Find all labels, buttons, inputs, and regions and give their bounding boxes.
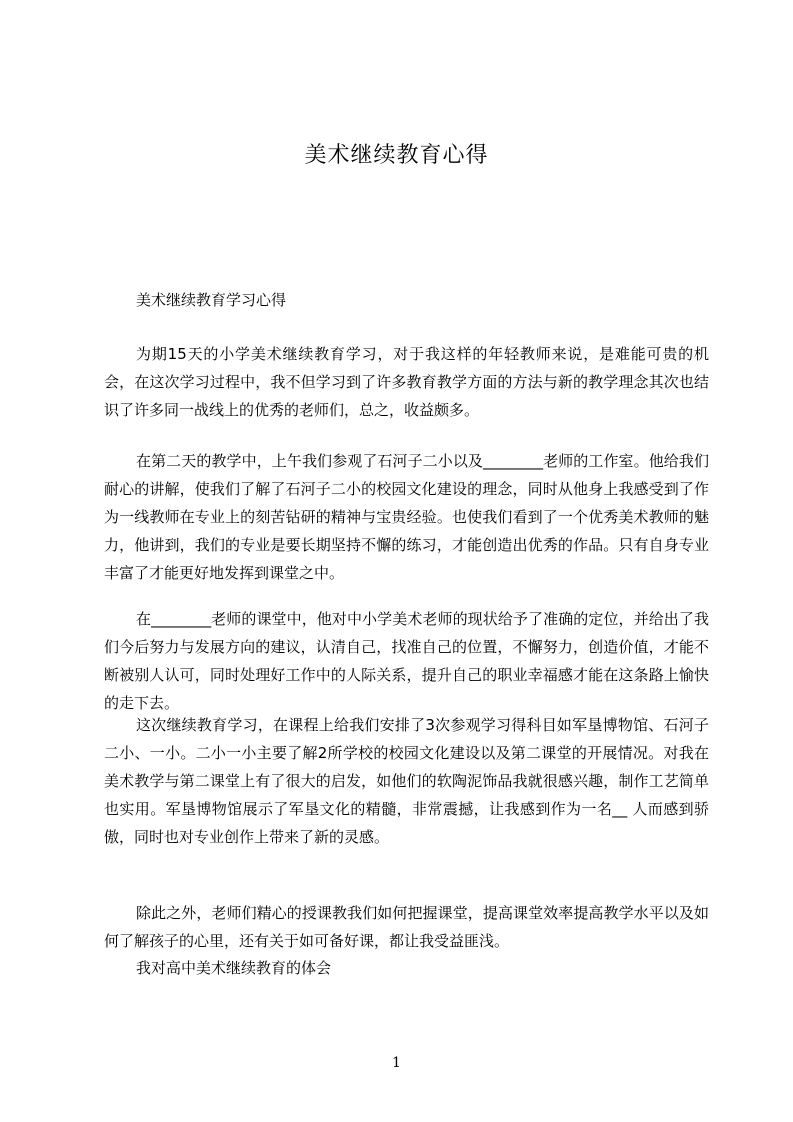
section-heading: 美术继续教育学习心得 (136, 291, 287, 309)
document-title: 美术继续教育心得 (304, 143, 489, 168)
paragraph-classroom: 在________老师的课堂中，他对中小学美术老师的现状给予了准确的定位，并给出了我们今后努力与发展方向的建议，认清自己，找准自己的位置，不懈努力，创造价值，才能不断被别人认可，同时处理好工作中的人际关系，提升自己的职业幸福感才能在这条路上愉快的走下去。 (104, 610, 709, 712)
page-number: 1 (392, 1055, 401, 1071)
paragraph-visit: 在第二天的教学中，上午我们参观了石河子二小以及________老师的工作室。他给我们耐心的讲解，使我们了解了石河子二小的校园文化建设的理念，同时从他身上我感受到了作为一线教师在专业上的刻苦钻研的精神与宝贵经验。也使我们看到了一个优秀美术教师的魅力，他讲到，我们的专业是要长期坚持不懈的练习，才能创造出优秀的作品。只有自身专业丰富了才能更好地发挥到课堂之中。 (104, 452, 709, 582)
paragraph-intro: 为期15天的小学美术继续教育学习，对于我这样的年轻教师来说，是难能可贵的机会，在这次学习过程中，我不但学习到了许多教育教学方面的方法与新的教学理念其次也结识了许多同一战线上的优秀的老师们，总之，收益颇多。 (104, 345, 709, 419)
section-heading-next: 我对高中美术继续教育的体会 (136, 959, 332, 977)
paragraph-study-arrangement: 这次继续教育学习，在课程上给我们安排了3次参观学习得科目如军垦博物馆、石河子二小、一小。二小一小主要了解2所学校的校园文化建设以及第二课堂的开展情况。对我在美术教学与第二课堂上有了很大的启发，如他们的软陶泥饰品我就很感兴趣，制作工艺简单也实用。军垦博物馆展示了军垦文化的精髓，非常震撼，让我感到作为一名__ 人而感到骄傲，同时也对专业创作上带来了新的灵感。 (104, 716, 709, 846)
paragraph-summary: 除此之外，老师们精心的授课教我们如何把握课堂，提高课堂效率提高教学水平以及如何了解孩子的心里，还有关于如可备好课，都让我受益匪浅。 (104, 904, 709, 950)
